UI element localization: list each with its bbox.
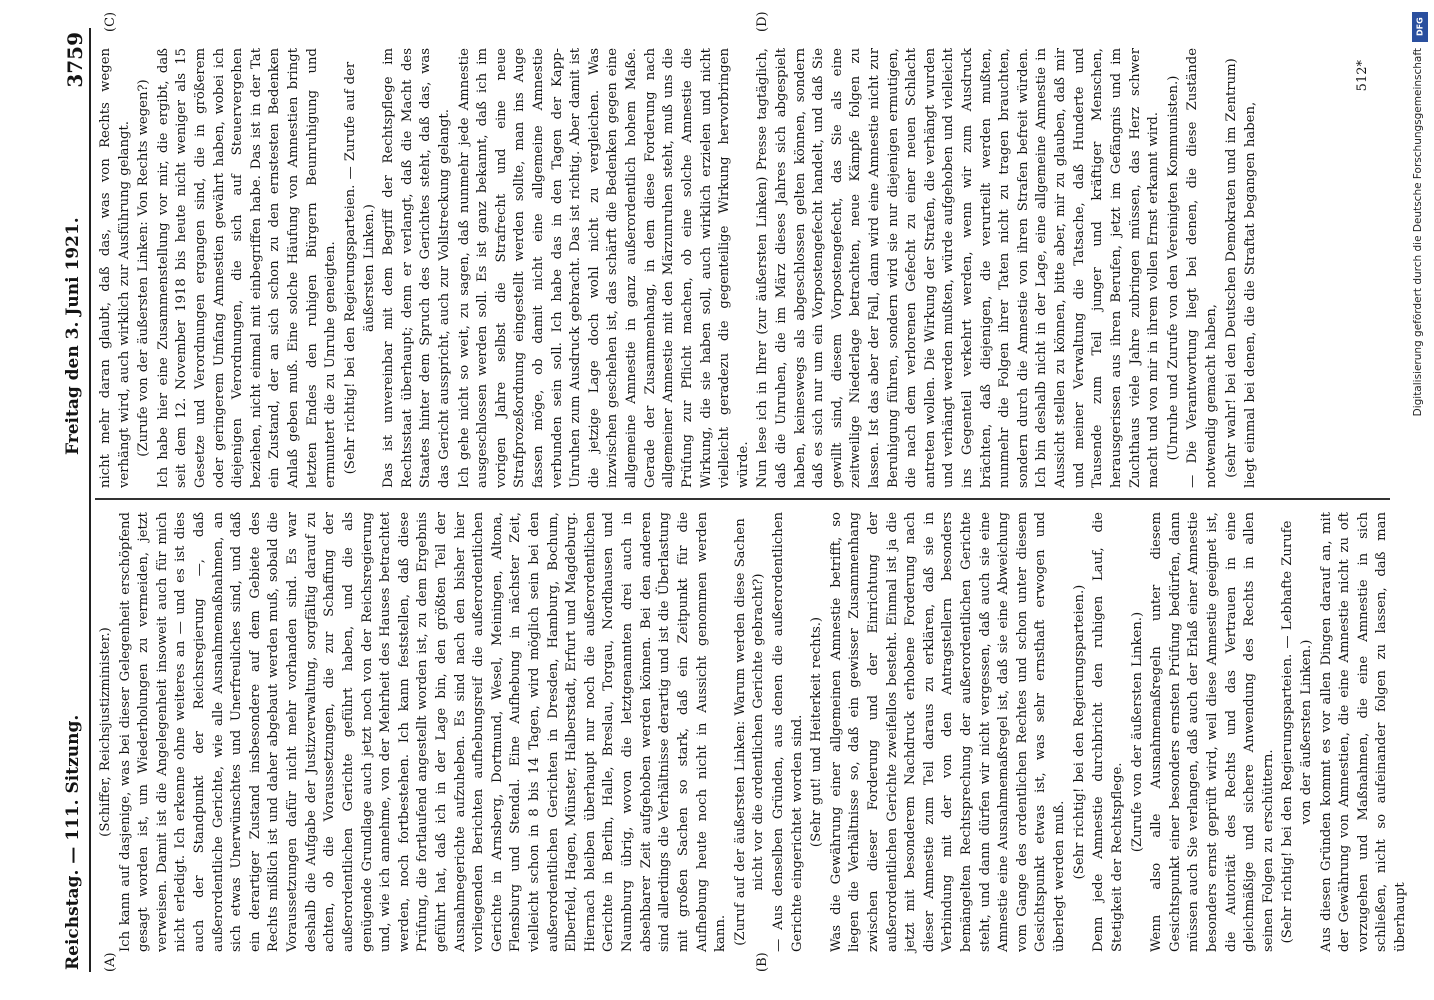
digitization-sidebar [1410, 8, 1432, 992]
paragraph: Ich gehe nicht so weit, zu sagen, daß nunmehr jede Amnestie ausgeschlossen werden soll. Es ist ganz bekannt, daß ich im vorigen Jahre selbst die Strafrecht und eine neue Strafprozeßordnung eingestellt werden sollte, man ins Auge fassen möge, ob damit nicht eine allgemeine Amnestie verbunden sein soll. Ich habe das in den Tagen der Kapp-Unruhen zum Ausdruck gebracht. Das ist richtig. Aber damit ist die jetzige Lage doch wohl nicht zu vergleichen. Was inzwischen geschehen ist, das schärft die Bedenken gegen eine allgemeine Amnestie in ganz außerordentlich hohem Maße. Gerade der Zusammenhang, in dem diese Forderung nach allgemeiner Amnestie mit den Märzunruhen steht, muß uns die Prüfung zur Pflicht machen, ob eine solche Amnestie die Wirkung, die sie haben soll, auch wirklich erzielen und nicht vielleicht geradezu die gegenteilige Wirkung hervorbringen würde. [456, 48, 751, 488]
header-date: Freitag den 3. Juni 1921. [63, 217, 83, 455]
interjection: (Sehr richtig! bei den Regierungsparteien.) [1071, 584, 1087, 880]
interjection: (Zurufe von der äußersten Linken.) [1129, 611, 1145, 853]
margin-marker-c: (C) [103, 11, 118, 32]
interjection: (Zuruf auf der äußersten Linken: Warum werden diese Sachen nicht vor die ordentlichen Gerichte gebracht?) [732, 518, 767, 946]
paragraph: Ich habe hier eine Zusammenstellung vor mir, die ergibt, daß seit dem 12. November 1918 bis heute nicht weniger als 15 Gesetze und Verordnungen ergangen sind, die in größerem oder geringerem Umfang Amnestien gewährt haben, wobei ich diejenigen Verordnungen, die sich auf Steuervergehen beziehen, nicht einmal mit einbegriffen habe. Das ist in der Tat ein Zustand, der an sich schon zu den ernstesten Bedenken Anlaß geben muß. Eine solche Häufung von Amnestien bringt letzten Endes den ruhigen Bürgern Beunruhigung und ermuntert die zu Unruhe geneigten. [155, 48, 339, 488]
paragraph: Was die Gewährung einer allgemeinen Amnestie betrifft, so liegen die Verhältnisse so, daß ein gewisser Zusammenhang zwischen dieser Forderung und der Einrichtung der außerordentlichen Gerichte zweifellos besteht. Einmal ist ja die jetzt mit besonderem Nachdruck erhobene Forderung nach dieser Amnestie zum Teil daraus zu erklären, daß sie in Verbindung mit der von den Antragstellern besonders bemängelten Rechtsprechung der außerordentlichen Gerichte steht, und dann dürfen wir nicht vergessen, daß auch sie eine Amnestie eine Ausnahmemaßregel ist, daß sie eine Abweichung vom Gange des ordentlichen Rechtes und schon unter diesem Gesichtspunkt etwas ist, was sehr ernsthaft erwogen und überlegt werden muß. [828, 512, 1068, 952]
interjection: (Zurufe von der äußersten Linken: Von Rechts wegen?) [136, 79, 152, 457]
text-column-left [97, 512, 1412, 952]
funding-credit: Digitalisierung gefördert durch die Deutsche Forschungsgemeinschaft [1412, 48, 1424, 417]
margin-marker-b: (B) [755, 952, 770, 972]
margin-marker-d: (D) [755, 11, 770, 32]
paragraph: — Die Verantwortung liegt bei denen, die diese Zustände notwendig gemacht haben, [1185, 48, 1219, 488]
dfg-logo: DFG [1412, 12, 1428, 42]
interjection: (Sehr richtig! bei den Regierungsparteien. — Lebhafte Zurufe von der äußersten Linken.) [1280, 520, 1314, 944]
paragraph: Aus diesen Gründen kommt es vor allen Dingen darauf an, mit der Gewährung von Amnestien, die eine Amnestie nicht zu oft vorzugehen und Maßnahmen, die eine Amnestie in sich schließen, nicht so aufeinander folgen zu lassen, daß man überhaupt [1318, 512, 1409, 952]
interjection: (Unruhe und Zurufe von den Vereinigten Kommunisten.) [1165, 75, 1181, 461]
paragraph: Ich kann auf dasjenige, was bei dieser Gelegenheit erschöpfend gesagt worden ist, um Wiederholungen zu vermeiden, jetzt verweisen. Damit ist die Angelegenheit insoweit auch für mich nicht erledigt. Ich erkenne ohne weiteres an — und es ist dies auch der Standpunkt der Reichsregierung —, daß außerordentliche Gerichte, wie alle Ausnahmemaßnahmen, an sich etwas Unerwünschtes und Unerfreuliches sind, und daß ein derartiger Zustand insbesondere auf dem Gebiete des Rechts mißlich ist und daher abgebaut werden muß, sobald die Voraussetzungen dafür nicht mehr vorhanden sind. Es war deshalb die Aufgabe der Justizverwaltung, sorgfältig darauf zu achten, ob die Voraussetzungen, die zur Schaffung der außerordentlichen Gerichte geführt haben, und die als genügende Grundlage auch jetzt noch von der Reichsregierung und, wie ich annehme, von der Mehrheit des Hauses betrachtet werden, noch fortbestehen. Ich kann feststellen, daß diese Prüfung, die fortlaufend angestellt worden ist, zu dem Ergebnis geführt hat, daß ich in der Lage bin, den größten Teil der Ausnahmegerichte aufzuheben. Es sind nach den bisher hier vorliegenden Berichten aufhebungsreif die außerordentlichen Gerichte in Arnsberg, Dortmund, Wesel, Meiningen, Altona, Flensburg und Stendal. Eine Aufhebung in nächster Zeit, vielleicht schon in 8 bis 14 Tagen, wird möglich sein bei den außerordentlichen Gerichten in Dresden, Hamburg, Bochum, Elberfeld, Hagen, Münster, Halberstadt, Erfurt und Magdeburg. Hiernach bleiben überhaupt nur noch die außerordentlichen Gerichte in Berlin, Halle, Breslau, Torgau, Nordhausen und Naumburg übrig, wovon die letztgenannten drei auch in absehbarer Zeit aufgehoben werden können. Bei den anderen sind allerdings die Verhältnisse derartig und ist die Überlastung mit großen Sachen so stark, daß ein Zeitpunkt für die Aufhebung heute noch nicht in Aussicht genommen werden kann. [117, 512, 729, 952]
paragraph: nicht mehr daran glaubt, daß das, was von Rechts wegen verhängt wird, auch wirklich zur Ausführung gelangt. [98, 48, 132, 488]
interjection: (Sehr richtig! bei den Regierungsparteien. — Zurufe auf der äußersten Linken.) [342, 61, 377, 475]
interjection: (sehr wahr! bei den Deutschen Demokraten und im Zentrum) [1223, 58, 1239, 478]
page-footer-number: 512* [1355, 60, 1370, 92]
paragraph: Das ist unvereinbar mit dem Begriff der Rechtspflege im Rechtsstaat überhaupt; denn er verlangt, daß die Macht des Staates hinter dem Spruch des Gerichtes steht, daß das, was das Gericht ausspricht, auch zur Vollstreckung gelangt. [381, 48, 452, 488]
speaker-line: (Schiffer, Reichsjustizminister.) [98, 627, 113, 837]
interjection: (Sehr gut! und Heiterkeit rechts.) [809, 616, 825, 848]
text-column-right [97, 48, 1262, 488]
header-rule [89, 28, 91, 972]
header-page-number: 3759 [63, 32, 87, 88]
paragraph: — Aus denselben Gründen, aus denen die außerordentlichen Gerichte eingerichtet worden sind. [770, 512, 805, 952]
paragraph: Denn jede Amnestie durchbricht den ruhigen Lauf, die Stetigkeit der Rechtspflege. [1091, 512, 1125, 952]
paragraph: liegt einmal bei denen, die die Straftat begangen haben, [1243, 101, 1259, 488]
paragraph: Nun lese ich in Ihrer (zur äußersten Linken) Presse tagtäglich, daß die Unruhen, die im März dieses Jahres sich abgespielt haben, keineswegs als abgeschlossen gelten können, sondern daß es sich nur um ein Vorpostengefecht handelt, und daß Sie gewillt sind, diesem Vorpostengefecht, das Sie als eine zeitweilige Niederlage betrachten, neue Kämpfe folgen zu lassen. Ist das aber der Fall, dann wird eine Amnestie nicht zur Beruhigung führen, sondern wird sie nur diejenigen ermutigen, die nach dem verlorenen Gefecht zu einer neuen Schlacht antreten wollen. Die Wirkung der Strafen, die verhängt wurden und verhängt werden mußten, würde aufgehoben und vielleicht ins Gegenteil verkehrt werden, wenn wir zum Ausdruck brächten, daß diejenigen, die verurteilt werden mußten, nunmehr die Folgen ihrer Taten nicht zu tragen brauchten, sondern durch die Amnestie von ihren Strafen befreit würden. Ich bin deshalb nicht in der Lage, eine allgemeine Amnestie in Aussicht stellen zu können, bitte aber, mir zu glauben, daß mir und meiner Verwaltung die Tatsache, daß Hunderte und Tausende zum Teil junger und kräftiger Menschen, herausgerissen aus ihren Berufen, jetzt im Gefängnis und im Zuchthaus viele Jahre zubringen müssen, das Herz schwer macht und von mir in ihrem vollen Ernst erkannt wird. [755, 48, 1162, 488]
rotated-newspaper-page [55, 0, 1417, 1000]
paragraph: Wenn also alle Ausnahmemaßregeln unter diesem Gesichtspunkt einer besonders ernsten Prüfung bedürfen, dann müssen auch Sie verlangen, daß auch der Erlaß einer Amnestie besonders ernst geprüft wird, weil diese Amnestie geeignet ist, die Autorität des Rechts und das Vertrauen in eine gleichmäßige und sichere Anwendung des Rechts in allen seinen Folgen zu erschüttern. [1149, 512, 1276, 952]
column-divider [95, 499, 1390, 501]
header-left: Reichstag. — 111. Sitzung. [63, 714, 83, 970]
margin-marker-a: (A) [103, 952, 118, 972]
